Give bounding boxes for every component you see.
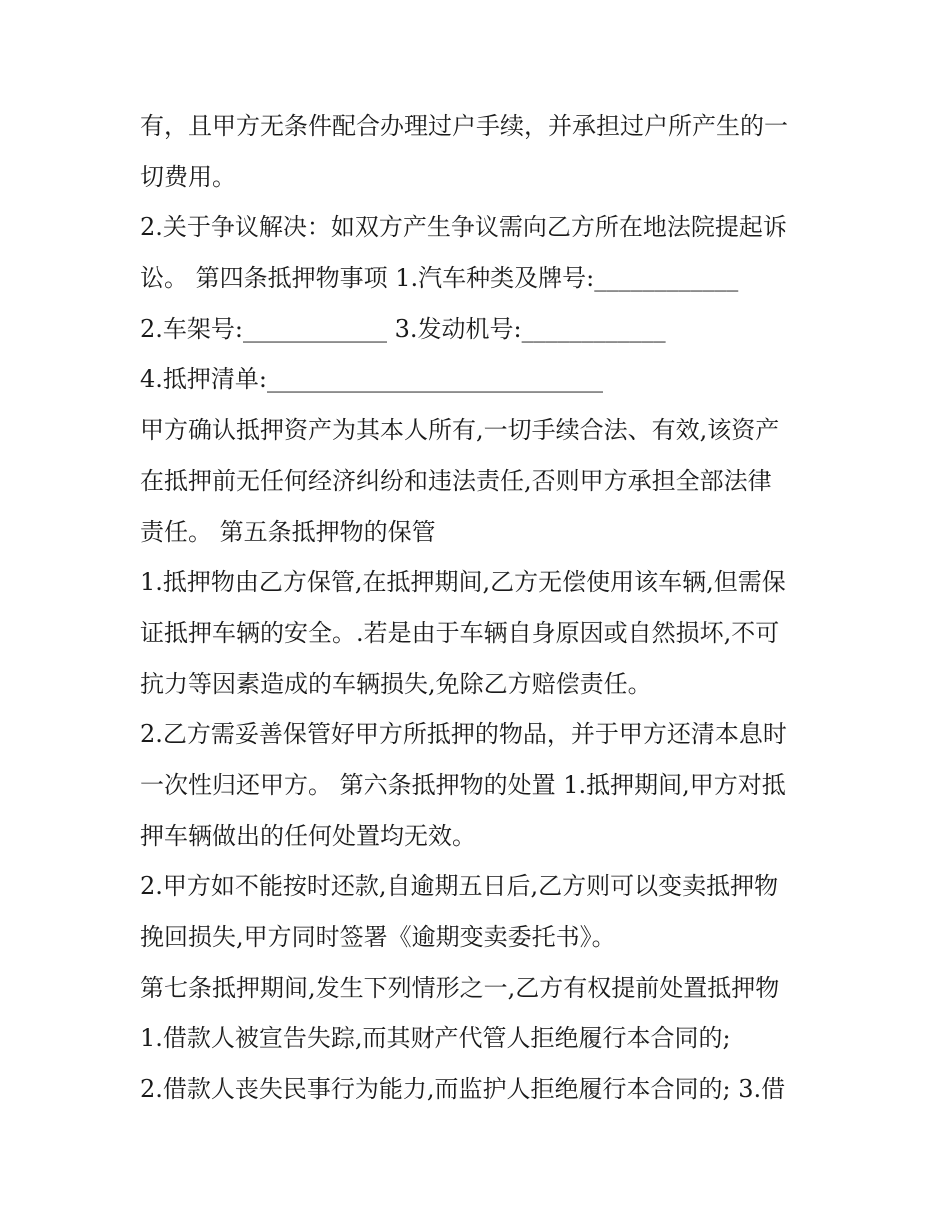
text-line: 一次性归还甲方。 第六条抵押物的处置 1.抵押期间,甲方对抵	[140, 770, 786, 799]
text-line: 2.乙方需妥善保管好甲方所抵押的物品，并于甲方还清本息时	[140, 720, 787, 749]
text-line: 押车辆做出的任何处置均无效。	[140, 821, 476, 850]
text-line: 有，且甲方无条件配合办理过户手续，并承担过户所产生的一	[140, 112, 788, 140]
text-line: 甲方确认抵押资产为其本人所有,一切手续合法、有效,该资产	[140, 416, 780, 445]
text-line: 2.借款人丧失民事行为能力,而监护人拒绝履行本合同的; 3.借	[140, 1075, 786, 1104]
text-line: 切费用。	[140, 162, 236, 191]
text-line: 2.车架号:____________ 3.发动机号:____________	[140, 314, 666, 343]
text-line: 责任。 第五条抵押物的保管	[140, 517, 436, 546]
text-line: 1.抵押物由乙方保管,在抵押期间,乙方无偿使用该车辆,但需保	[140, 568, 786, 597]
text-line: 2.关于争议解决：如双方产生争议需向乙方所在地法院提起诉	[140, 213, 787, 242]
contract-text	[140, 101, 820, 1115]
text-line: 4.抵押清单:____________________________	[140, 365, 603, 394]
text-line: 在抵押前无任何经济纠纷和违法责任,否则甲方承担全部法律	[140, 466, 772, 495]
text-line: 讼。 第四条抵押物事项 1.汽车种类及牌号:____________	[140, 264, 739, 293]
text-line: 1.借款人被宣告失踪,而其财产代管人拒绝履行本合同的;	[140, 1024, 731, 1053]
text-line: 第七条抵押期间,发生下列情形之一,乙方有权提前处置抵押物	[140, 973, 780, 1002]
text-line: 证抵押车辆的安全。.若是由于车辆自身原因或自然损坏,不可	[140, 618, 780, 647]
text-line: 抗力等因素造成的车辆损失,免除乙方赔偿责任。	[140, 669, 652, 698]
text-line: 挽回损失,甲方同时签署《逾期变卖委托书》。	[140, 923, 616, 951]
text-line: 2.甲方如不能按时还款,自逾期五日后,乙方则可以变卖抵押物	[140, 872, 779, 901]
